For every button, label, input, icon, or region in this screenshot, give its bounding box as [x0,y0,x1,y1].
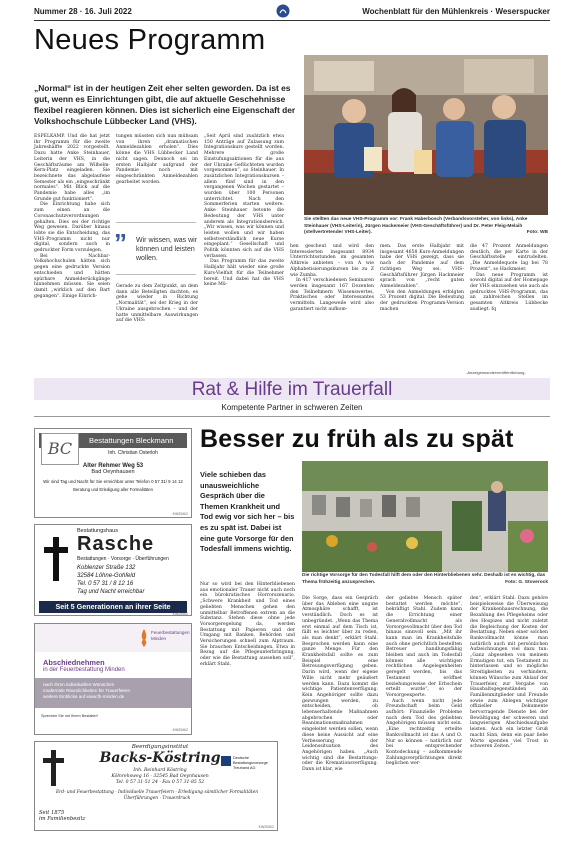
ad-bleckmann-name: Bestattungen Bleckmann [39,433,187,448]
paragraph: In 417 verschiedenen Seminaren werden insgesamt 167 Dozenten den Teilnehmern Wissenswertes, Praktisches oder Interessantes vermitteln. Langeweile wird also garantiert nicht aufkom- [290,278,374,312]
ad-bleckmann-phone: Wir sind Tag und Nacht für Sie erreichbar unter Telefon 0 57 31/ 9 14 12 [43,478,183,484]
ad-rasche-name: Rasche [77,533,155,555]
paragraph: Das neue Programm ist sowohl digital auf der Homepage der VHS einzusehen wie auch als gedrucktes VHS-Programm, das an zahlreichen Stellen im gesamten Altkreis Lübbecke ausliegt. fq [470,272,548,312]
paragraph: men. Das erste Halbjahr mit insgesamt 4658 Kurs-Anmeldungen habe der VHS gezeigt, dass sie nach der Pandemie auf dem richtigen Weg sei. VHS-Geschäftsführer Jürgen Hackmeier sprach von „recht guten Anmeldezahlen“. [380,244,464,289]
paragraph: hen gescheut und wird den Interessierten insgesamt 8934 Unterrichtsstunden im gesamten Altkreis anbieten – von A wie Alphabetisierungskursen bis zu Z wie Zumba. [290,244,374,278]
ad-backs-owner: Inh. Reinhard Köstring [133,768,187,773]
ad-rasche-slogan: Seit 5 Generationen an ihrer Seite [39,601,187,613]
ad-section-label: -Anzeigensonderveröffentlichung- [466,370,526,375]
ad-backs-services2: Überführungen · Trauerdruck [123,796,191,801]
partner-logo-icon [221,756,231,766]
article-column-5 [380,244,464,312]
ad-backs-partner: Deutsche Bestattungsvorsorge Treuhand AG [233,756,268,770]
paragraph: den“, erklärt Stahl. Dazu gehöre beispielsweise die Überweisung der Krankenhausrechnung, die Bezahlung des Pflegeheims oder des Hospizes und nicht zuletzt die Begleichung der Kosten der Bestattung. Neben einer solchen Bankvollmacht könne man natürlich auch mit persönlichen Aufzeichnungen viel dazu tun: „Ganz abgesehen von meinem Ermutigen tut, ein Testament zu hinterlassen und so mögliche Streitigkeiten zu verhindern, können Wünsche zum Ablauf der Trauerfeier, zur Vergabe von Haushaltsgegenständen an Familienmitglieder und Freunde sowie zum Ablegen wichtiger offizieller Dokumente hervorragende Dienste bei der Bewältigung der schweren und langwierigen Abschiedsaufgabe leisten. Auch ein letzter Gruß macht Sinn, denn ein paar liebe Worte spenden viel Trost in schweren Zeiten.“ [470,596,548,750]
flame-icon [139,628,149,648]
ad-fb-bullets [43,682,130,701]
pull-quote: Wir wissen, was wir können und leisten wollen. [136,237,198,262]
paragraph: tungen müssten sich nun mühsam von ihren „dramatischen Anmeldezahlen erholen“. Dies könne die VHS Lübbecker Land nicht sagen. Dennoch sei im ersten Halbjahr aufgrund der Pandemie noch mit eingeschränkten Anmeldezahlen gearbeitet worden. [116,134,198,185]
photo-credit: Foto: G. Stoverock [505,579,548,585]
page-header [34,5,550,21]
ad-fb-subtitle: in der Feuerbestattung Minden [43,667,125,673]
paragraph: Von den Anmeldungen erfolgten 53 Prozent digital. Die Bedeutung der gedruckten Programm-Version machen [380,289,464,312]
banner-title: Rat & Hilfe im Trauerfall [191,379,393,400]
paragraph: Auch wenn nicht jede Freundschaft beim Geld aufhört: Finanzielle Probleme nach dem Tod des geliebten Angehörigen müssen nicht sein. „Eine rechtzeitig erteilte Bankvollmacht ist das A und O. Nur so können – natürlich nur bei entsprechender Kontodeckung – aufkommende Zahlungsverpflichtungen direkt beglichen wer- [386,698,462,767]
paragraph: der geliebte Mensch später bestattet werden möchte“, bekräftigt Stahl. Zudem kann die Errichtung einer Generalvollmacht als Vorsorgevollmacht über den Tod hinaus sinnvoll sein. „Mit ihr kann man im Krankheitsfalle auch ohne gerichtlich bestellten Betreuer handlungsfähig bleiben und auch im Todesfall können alle wichtigen rechtlichen Angelegenheiten geregelt werden, bis das Testament eröffnet beziehungsweise der Erbschein erteilt wurde“, so der Vorsorgeexperte. [386,596,462,698]
bleckmann-logo-icon: BC [41,433,79,465]
ad-backs-since: Seit 1875 [39,810,65,816]
publication-name: Wochenblatt für den Mühlenkreis · Weserspucker [362,7,550,16]
caption-text: Sie stellten das neue VHS-Programm vor: Frank Haberbosch (Verbandsvorsteher, von links), Anke Steinhauer (VHS-Leiterin), Jürgen Hackemeier (VHS-Geschäftsführer) und Dr. Peter Fleig-Melaih (stellvertretender VHS-Leiter). [304,217,528,235]
article-column-1 [34,134,110,299]
paragraph: Nur so wird bei den Hinterbliebenen aus emotionaler Trauer nicht auch noch ein bürokratisches Horrorszenario. „Schwere Krankheit und Tod eines geliebten Menschen gehen den unmittelbar Betroffenen extrem an die Substanz. Stehen diese ohne jede Vorsorgeregelung da, werden Bestattung mit Papieren und der Umgang mit Banken, Behörden und Versicherungen schnell zum Alptraum. Sie brauchen Entscheidungen. Etwa in Bezug auf die Pflegeunterbringung, oder wie die Bestattung aussehen soll“, erklärt Stahl. [200,582,295,667]
ad-rasche-phone: Tel. 0 57 31 / 8 12 16 [77,581,134,587]
article-column-2b [116,284,198,324]
article2-lead: Viele schieben das unausweichliche Gespräch über die Themen Krankheit und Tod ewig vor sich her – bis es zu spät ist. Dabei ist eine gute Vorsorge für den Todesfall immens wichtig. [200,470,295,554]
ad-bleckmann[interactable] [34,428,192,518]
ad-backs-top: Beerdigungsinstitut [131,744,189,750]
ad-backs-services1: Erd- und Feuerbestattung · Individuelle Trauerfeiern · Erledigung sämtlicher Formalitäten [55,790,259,795]
ad-rasche-street: Koblenzer Straße 132 [77,565,136,571]
banner-subtitle: Kompetente Partner in schweren Zeiten [221,403,363,412]
ad-feuerbestattung[interactable] [34,623,192,735]
paragraph: Das Programm für das zweite Halbjahr hält wieder eine große Kurs-Vielfalt für die Teilnehmer bereit. Und dabei hat die VHS keine Mü- [204,259,284,288]
ad-fb-title: Abschiednehmen [43,658,105,667]
paragraph: Die Einrichtung habe sich zum einen an die Coronaschutzverordnungen gehalten. Dies sei der richtige Weg gewesen. Darüber hinaus lobte sie die Entscheidung, das VHS-Programm nicht nur digital, sondern auch in gedruckter Form vorzulegen. [34,202,110,254]
ad-backs-contact [85,768,235,786]
publication-logo-icon [276,3,290,17]
ad-fb-brand: Feuerbestattungen Minden [151,630,190,641]
ad-backs-since-block [39,810,85,823]
ad-rasche[interactable] [34,524,192,616]
article2-title: Besser zu früh als zu spät [200,425,514,453]
article-column-6 [470,244,548,312]
caption-text: Die richtige Vorsorge für den Todesfall hilft dem oder den Hinterbliebenen sehr. Deshalb ist es wichtig, das Thema frühzeitig anzusprechen. [302,573,546,585]
ad-code: KW20/6/2 [172,612,188,616]
ad-fb-bullet[interactable]: weitere Einblicke auf www.fb-minden.de [43,694,125,700]
ad-rasche-top: Bestattungshaus [77,528,118,534]
issue-info: Nummer 28 · 16. Juli 2022 [34,7,132,16]
quote-divider [116,274,196,275]
ad-code: KW20/6/2 [172,512,188,516]
ad-backs-phone: Tel. 0 57 31-51 24 · Fax 0 57 31-85 52 [115,780,205,785]
article-column-3 [204,134,284,288]
photo-caption [304,217,548,237]
ad-rasche-hours: Tag und Nacht erreichbar [77,589,145,595]
quote-divider [116,222,196,223]
ad-fb-bullet: modernste Räumlichkeiten für Trauerfeiern [43,688,131,694]
ad-backs-koestring[interactable] [34,741,278,831]
photo2-caption [302,573,548,586]
paragraph: ESPELKAMP. Und die hat jetzt ihr Programm für die zweite Jahreshälfte 2022 vorgestellt. Dazu hatte Anke Steinhauer, Leiterin der VHS, in die Geschäftsräume am Wilhelm-Kern-Platz eingeladen. Sie bezeichnete das abgelaufene Semester als ein „eingeschränkt normales“. Mit Blick auf die Pandemie habe alles „im Grunde gut funktioniert“. [34,134,110,202]
article-title: Neues Programm [34,24,266,56]
article-lead: „Normal“ ist in der heutigen Zeit eher selten geworden. Da ist es gut, wenn es Einrichtungen gibt, die auf aktuelle Geschehnisse flexibel reagieren können. Dies ist sicherlich eine Eigenschaft der Volkshochschule Lübbecker Land (VHS). [34,83,296,126]
article-column-2 [116,134,198,185]
article2-column-3 [386,596,462,767]
cemetery-photo [302,461,548,572]
cross-icon [41,535,71,583]
ad-backs-address: Kölnrehsweg 16 · 32545 Bad Oeynhausen [111,774,209,779]
ad-bleckmann-address1: Alter Rehmer Weg 53 [82,462,144,469]
article2-column-2 [302,596,378,773]
ad-code: KW20/6/2 [258,825,274,829]
backs-cross-icon [41,748,67,788]
ad-bleckmann-service: Beratung und Erledigung aller Formalitäten [73,487,153,493]
paragraph: Bei Nachbar-Volkshochschulen hätten sich gegen eine gedruckte Version entschieden und hätten spürbare Anmelderückgänge hinnehmen müssen. Sie seien damit „wirklich auf den Bart gegangen“. Einige Einrich- [34,253,110,299]
banner-divider [34,416,550,417]
paragraph: die 47 Prozent Anmeldungen deutlich, die per Karte in der Geschäftsstelle eintrudelten. „Die Anmeldequote lag bei 78 Prozent“, so Hackmeier. [470,244,548,272]
article2-column-4 [470,596,548,750]
paragraph: „Seit April sind zusätzlich etwa 150 Anträge auf Zulassung zum Integrationskurs gestellt worden. Mehrere große Einstufungsaktionen für die aus der Ukraine Geflüchteten wurden vorgenommen“, so Steinhauer. In zusätzlichen Integrationskursen – allein fünf sind in den vergangenen Wochen gestartet – wurden über 100 Personen unterrichtet. Nach den Sommerferien starten weitere. Anke Steinhauer betonte die Bedeutung der VHS unter anderem als Integrationsbereich. „Wir wissen, was wir können und leisten wollen und wir haben selbstverständlich neue Kurse eingeplant.“ Gesellschaft und Politik könnten sich auf die VHS verlassen. [204,134,284,259]
ad-code: KW20/6/2 [172,728,188,732]
paragraph: Gerade zu dem Zeitpunkt, an dem dann alle Beteiligten dachten, es gehe wieder in Richtung „Normalität“, sei der Krieg in der Ukraine ausgebrochen – und der hatte unmittelbare Auswirkungen auf die VHS: [116,284,198,324]
ad-backs-name: Backs-Köstring [99,750,221,766]
article-column-4 [290,244,374,312]
article2-column-1 [200,582,295,668]
quote-mark-icon: ” [114,228,127,258]
ad-bleckmann-owner: Inh. Christian Osterloh [108,450,158,456]
ad-fb-footer: Sprechen Sie mit Ihrem Bestatter! [41,714,98,718]
ad-backs-family: im Familienbesitz [39,816,86,823]
photo-credit: Foto: WB [526,230,548,235]
ad-rasche-services: Bestattungen · Vorsorge · Überführungen [77,556,169,562]
paragraph: Die Sorge, dass ein Gespräch über das Ableben eine ungute Atmosphäre schafft, ist verständlich. Doch es ist unbegründet. „Wenn das Thema erst einmal auf dem Tisch ist, fällt es leichter über zu reden, als man denkt“, erklärt Stahl. Besprochen werden kann eine ganze Menge. Für den Krankheitsfall sollte es zum Beispiel eine Betreuungsverfügung geben. Darin wird, wenn der eigene Wille nicht mehr geäußert werden kann. Dazu kommt die wichtige Patientenverfügung. Kein Angehöriger sollte dazu gezwungen werden, zu entscheiden, ob lebenserhaltende Maßnahmen abgebrochen oder Reanimationsmaßnahmen eingeleitet werden sollen, wenn diese keine Aussicht auf eine Verbesserung der Leidenssituation des Angehörigen haben. „Auch wichtig sind die Bestattungs- oder die Kremationsverfügung. Dann ist klar, wie [302,596,378,773]
ad-bleckmann-address2: Bad Oeynhausen [91,469,135,476]
ad-fb-bullet: nach Ihren individuellen Wünschen [43,682,115,687]
ad-rasche-city: 32584 Löhne-Gohfeld [77,573,136,579]
ad-backs-services [35,790,279,802]
vhs-team-photo [304,55,548,215]
